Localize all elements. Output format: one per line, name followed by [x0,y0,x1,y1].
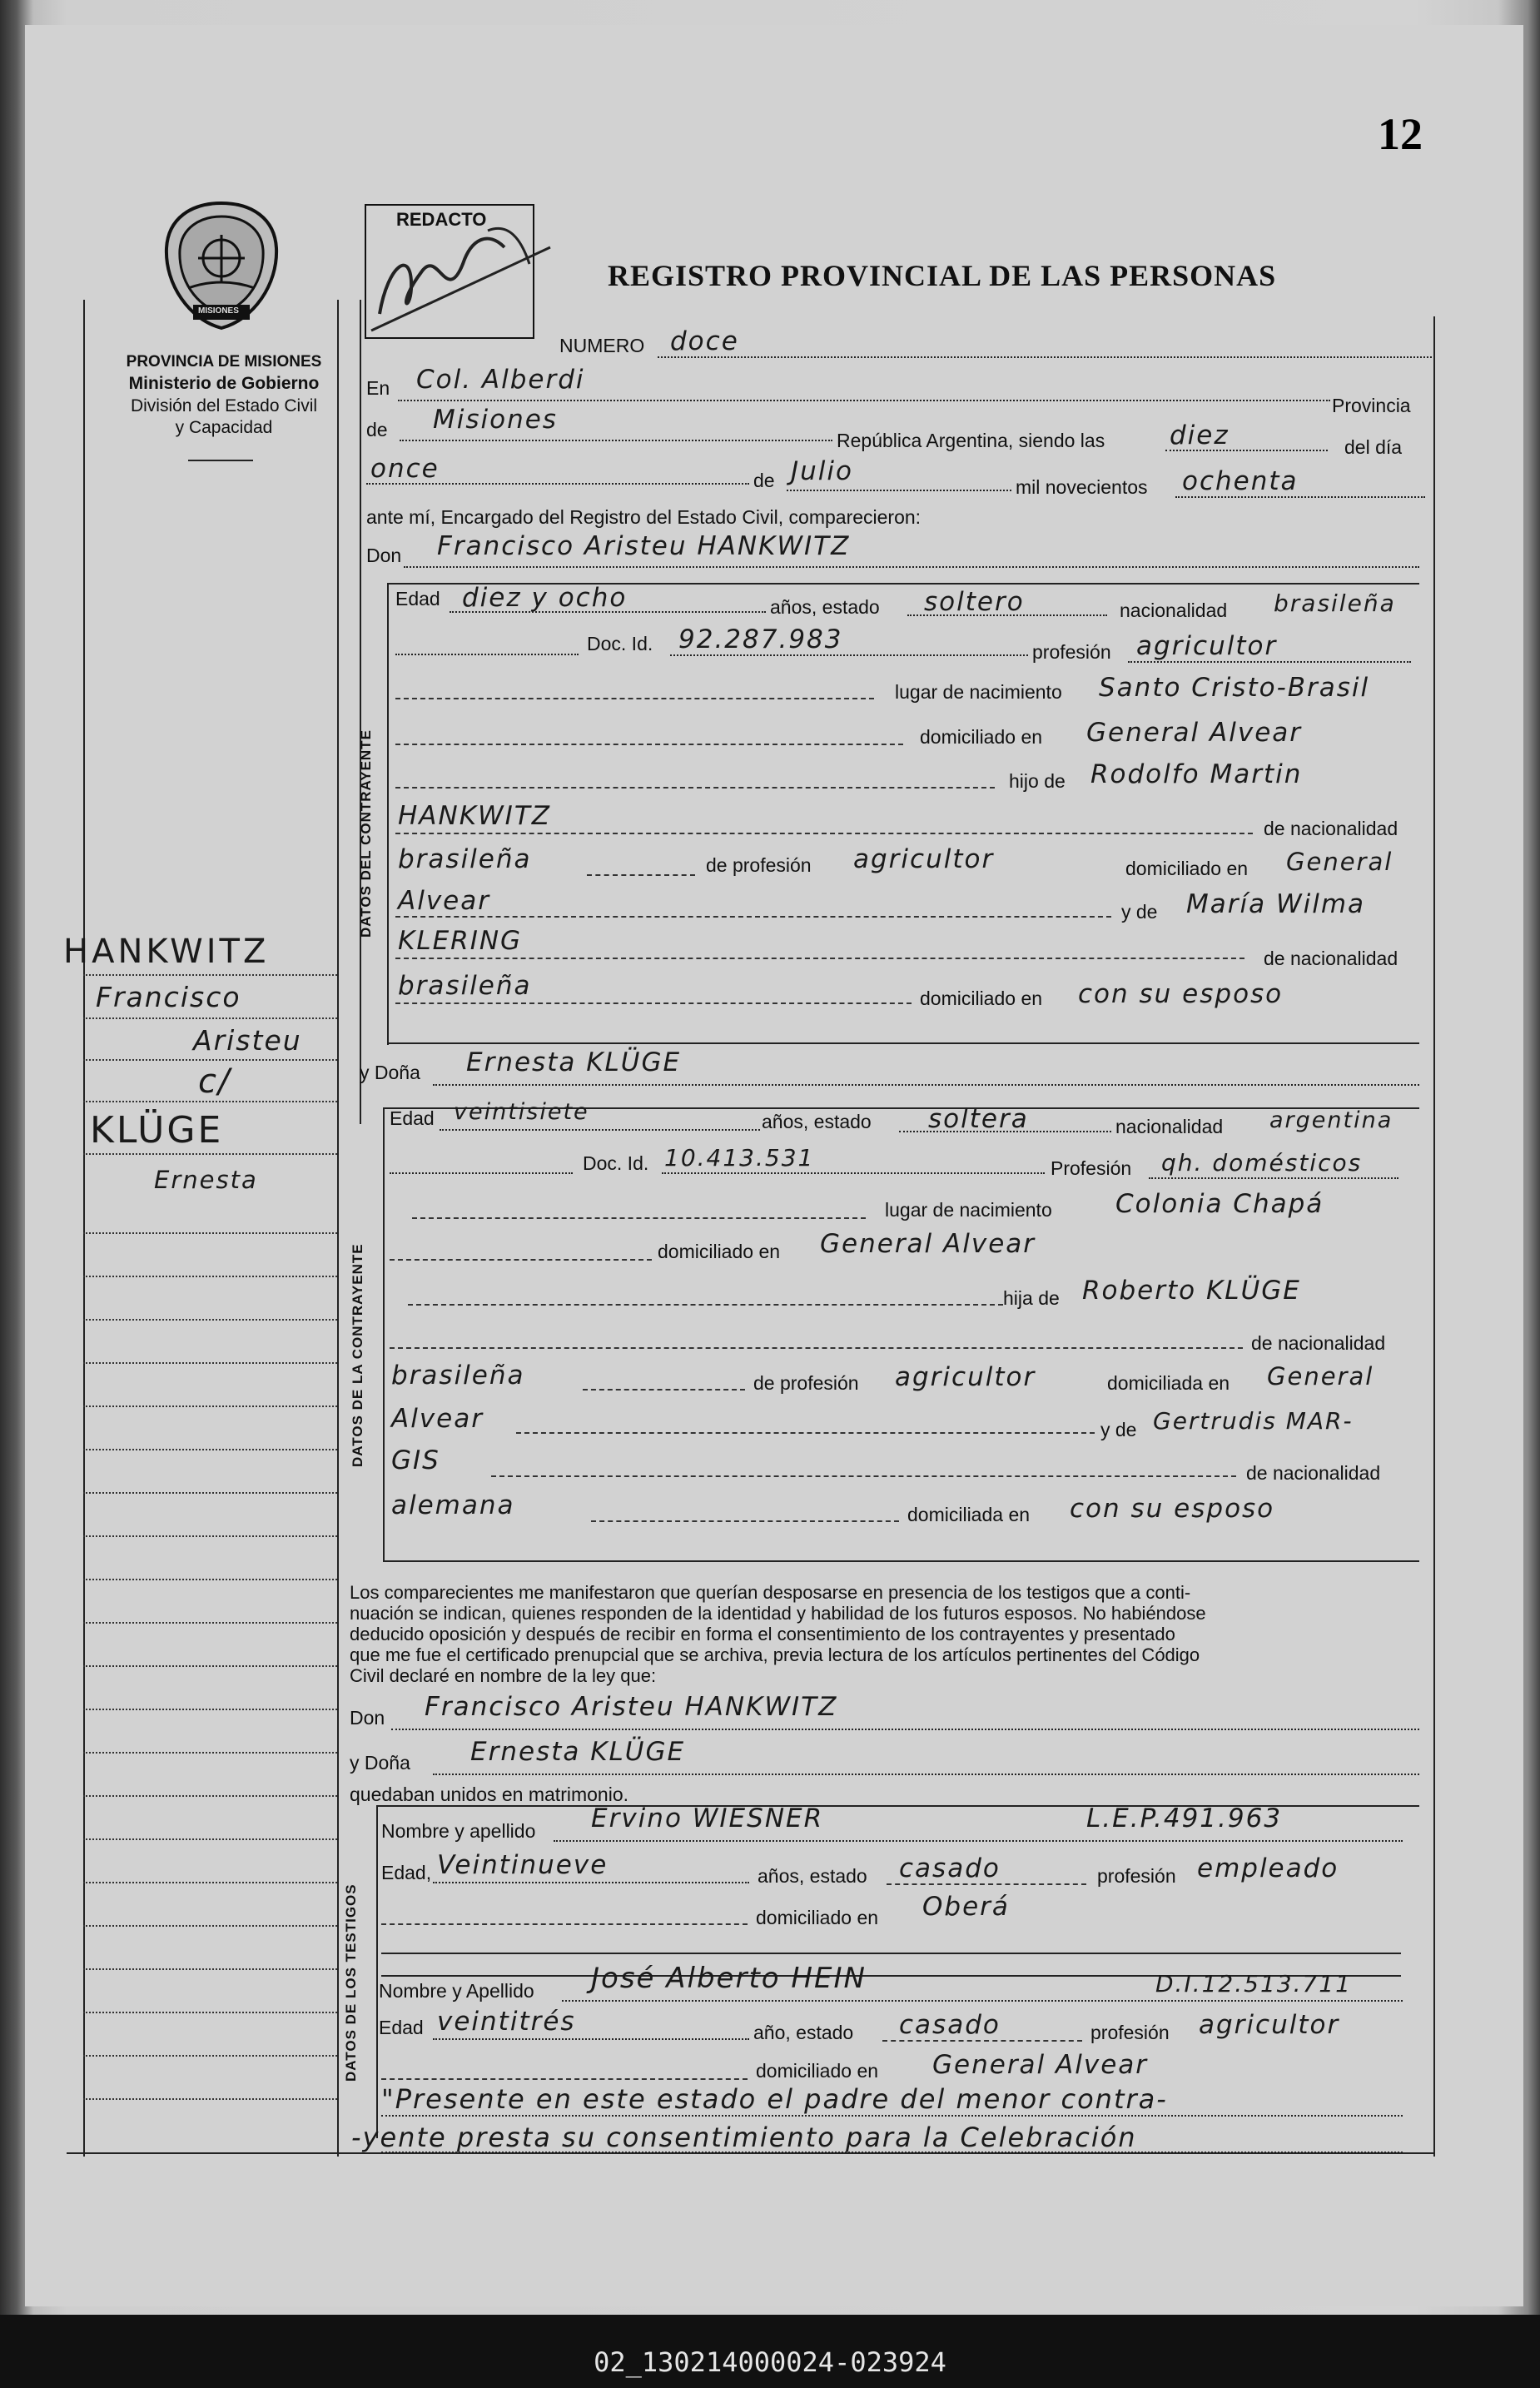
t1-dom-value: Oberá [922,1892,1010,1922]
ante-label: ante mí, Encargado del Registro del Estado Civil, comparecieron: [366,506,922,528]
contrayente-side-label: DATOS DEL CONTRAYENTE [358,729,374,938]
contrayenta-profesion-label: Profesión [1051,1157,1132,1179]
madre-1-value: María Wilma [1186,889,1366,919]
de-prof-label: de profesión [706,854,812,876]
de-label: de [366,419,388,440]
page-number: 12 [1378,109,1423,159]
en-label: En [366,377,390,399]
nota-line-1: "Presente en este estado el padre del menor contra- [381,2083,1168,2115]
t2-profesion-value: agricultor [1199,2010,1340,2040]
t2-anios-label: año, estado [753,2022,854,2043]
y-de-label: y de [1121,901,1158,923]
de-nac-label-2: de nacionalidad [1264,948,1398,969]
margin-rule [83,2055,337,2057]
declaracion-don-label: Don [350,1707,385,1729]
t1-dom-label: domiciliado en [756,1907,879,1928]
margin-rule [83,1362,337,1364]
contrayenta-lugar-nac-label: lugar de nacimiento [885,1199,1052,1221]
contrayenta-profesion-value: qh. domésticos [1161,1149,1363,1177]
edad-label: Edad [395,588,440,609]
margin-rule [83,1492,337,1494]
dona-label: y Doña [360,1062,420,1083]
contrayenta-madre-1-value: Gertrudis MAR- [1153,1407,1354,1435]
contrayenta-hija-label: hija de [1003,1287,1060,1309]
contrayenta-anios-label: años, estado [762,1111,872,1132]
t2-edad-value: veintitrés [437,2007,576,2037]
de-nac-label: de nacionalidad [1264,818,1398,839]
contrayenta-side-label: DATOS DE LA CONTRAYENTE [350,1243,365,1467]
contrayenta-madre-dom-value: con su esposo [1070,1494,1275,1524]
declaracion-don-value: Francisco Aristeu HANKWITZ [425,1692,838,1722]
margin-apellido-2: KLÜGE [90,1109,224,1152]
t1-anios-label: años, estado [758,1865,867,1887]
madre-2-value: KLERING [398,926,523,956]
contrayenta-estado-value: soltera [928,1104,1029,1134]
contrayenta-y-de-label: y de [1100,1419,1137,1440]
provincia-value: Misiones [433,405,558,435]
nacionalidad-value: brasileña [1274,590,1396,617]
padre-1-value: Rodolfo Martin [1090,759,1303,789]
contrayenta-padre-value: Roberto KLÜGE [1082,1276,1301,1306]
page-title: REGISTRO PROVINCIAL DE LAS PERSONAS [608,259,1277,292]
margin-rule [83,1795,337,1797]
numero-label: NUMERO [559,335,645,356]
provincia-label: Provincia [1332,395,1411,416]
seal-bottom-text: MISIONES [198,306,239,316]
t2-estado-value: casado [899,2010,1001,2040]
declaracion-line-4: que me fue el certificado prenupcial que se archiva, previa lectura de los artículos pertinentes del Código [350,1644,1200,1665]
del-dia-label: del día [1344,436,1403,458]
declaracion-line-3: deducido oposición y después de recibir en forma el consentimiento de los contrayentes y presentado [350,1624,1175,1644]
declaracion-dona-value: Ernesta KLÜGE [470,1737,686,1767]
anios-label: años, estado [770,596,880,618]
profesion-label: profesión [1032,641,1111,663]
lugar-value: Col. Alberdi [416,365,585,395]
dia-value: once [370,454,440,484]
contrayenta-edad-value: veintisiete [454,1099,589,1125]
t2-nombre-label: Nombre y Apellido [379,1980,534,2002]
contrayenta-padre-dom-label: domiciliada en [1107,1372,1230,1394]
contrayenta-nacionalidad-label: nacionalidad [1115,1116,1224,1137]
margin-rule [83,1752,337,1754]
margin-rule [83,1665,337,1667]
padre-2-value: HANKWITZ [398,801,552,831]
estado-value: soltero [924,587,1025,617]
don-label: Don [366,545,402,566]
padre-dom-1-value: General [1286,848,1393,876]
declaracion-line-2: nuación se indican, quienes responden de la identidad y habilidad de los futuros esposos. No habiéndose [350,1603,1206,1624]
margin-rule [83,1709,337,1710]
t2-dom-label: domiciliado en [756,2060,879,2082]
margin-rule [83,1405,337,1407]
doc-value: 92.287.983 [678,624,843,654]
margin-line [83,300,85,2157]
padre-dom-label: domiciliado en [1125,858,1249,879]
contrayenta-edad-label: Edad [390,1107,435,1129]
margin-conector: c/ [198,1062,231,1101]
margin-rule [83,2012,337,2013]
quedaban-label: quedaban unidos en matrimonio. [350,1784,629,1805]
t2-dom-value: General Alvear [932,2050,1149,2080]
anio-value: ochenta [1182,466,1299,496]
padre-nac-value: brasileña [398,844,532,874]
lugar-nac-label: lugar de nacimiento [895,681,1062,703]
hora-value: diez [1170,420,1230,450]
contrayenta-de-nac-label: de nacionalidad [1251,1332,1386,1354]
domicilio-value: General Alvear [1086,718,1303,748]
margin-nombre-1: Francisco [96,981,241,1013]
t1-nombre-label: Nombre y apellido [381,1820,536,1842]
contrayenta-nacionalidad-value: argentina [1269,1107,1393,1133]
margin-nombre-2: Ernesta [154,1166,258,1194]
column-line [360,300,361,1124]
t2-edad-label: Edad [379,2017,424,2038]
margin-rule [83,1579,337,1580]
contrayenta-doc-label: Doc. Id. [583,1152,649,1174]
testigos-side-label: DATOS DE LOS TESTIGOS [343,1883,359,2082]
t1-estado-value: casado [899,1853,1001,1883]
t2-nombre-value: José Alberto HEIN [591,1962,867,1995]
declaracion-line-5: Civil declaré en nombre de la ley que: [350,1665,657,1686]
contrayenta-doc-value: 10.413.531 [664,1144,815,1172]
contrayenta-madre-dom-label: domiciliada en [907,1504,1031,1525]
numero-value: doce [670,326,739,356]
margin-rule [83,1276,337,1277]
contrayenta-de-prof-label: de profesión [753,1372,859,1394]
scan-caption: 02_130214000024-023924 [594,2346,946,2378]
margin-rule [83,1925,337,1927]
margin-nombre-1b: Aristeu [193,1024,302,1057]
mil-label: mil novecientos [1016,476,1148,498]
madre-dom-label: domiciliado en [920,988,1043,1009]
margin-apellido-1: HANKWITZ [63,933,270,971]
mes-value: Julio [791,456,853,486]
stamp-label: REDACTO [396,209,487,230]
margin-rule [83,1535,337,1537]
contrayenta-domiciliado-label: domiciliado en [658,1241,781,1262]
t1-profesion-value: empleado [1197,1853,1339,1883]
t2-profesion-label: profesión [1090,2022,1170,2043]
redacto-stamp [365,204,534,339]
margin-rule [83,1232,337,1234]
t1-doc-value: L.E.P.491.963 [1086,1803,1283,1833]
republica-label: República Argentina, siendo las [837,430,1105,451]
contrayenta-lugar-nac-value: Colonia Chapá [1115,1189,1324,1219]
t2-doc-value: D.I.12.513.711 [1155,1970,1352,1997]
nota-line-2: -yente presta su consentimiento para la Celebración [351,2122,1137,2153]
contrayenta-domicilio-value: General Alvear [820,1229,1036,1259]
padre-dom-2-value: Alvear [398,886,490,916]
edad-value: diez y ocho [462,583,628,613]
contrayenta-padre-dom-2-value: Alvear [391,1404,484,1434]
header-divider [188,460,253,461]
province-label: PROVINCIA DE MISIONES [126,353,322,371]
contrayenta-padre-dom-1-value: General [1267,1362,1374,1391]
t1-edad-label: Edad, [381,1862,432,1883]
division-label-2: y Capacidad [175,418,273,437]
lugar-nac-value: Santo Cristo-Brasil [1099,673,1370,703]
declaracion-line-1: Los comparecientes me manifestaron que querían desposarse en presencia de los testigos que a conti- [350,1582,1191,1603]
contrayenta-padre-nac-value: brasileña [391,1361,525,1391]
margin-rule [83,1838,337,1840]
right-border [1433,316,1435,2157]
contrayenta-de-nac-label-2: de nacionalidad [1246,1462,1381,1484]
division-label-1: División del Estado Civil [130,396,318,415]
t1-edad-value: Veintinueve [437,1850,609,1880]
t1-profesion-label: profesión [1097,1865,1176,1887]
de2-label: de [753,470,775,491]
margin-rule [83,1882,337,1883]
padre-prof-value: agricultor [853,844,995,874]
madre-nac-value: brasileña [398,971,532,1001]
nacionalidad-label: nacionalidad [1120,599,1228,621]
margin-rule [83,1622,337,1624]
margin-rule [83,1449,337,1450]
madre-dom-value: con su esposo [1078,979,1284,1009]
contrayenta-padre-prof-value: agricultor [895,1362,1036,1392]
t1-nombre-value: Ervino WIESNER [591,1803,824,1833]
domiciliado-label: domiciliado en [920,726,1043,748]
contrayenta-madre-nac-value: alemana [391,1490,515,1520]
dona-value: Ernesta KLÜGE [466,1047,682,1077]
ministry-label: Ministerio de Gobierno [128,374,320,393]
margin-line-right [337,300,339,2157]
provincial-seal-icon [160,198,283,331]
doc-label: Doc. Id. [587,633,653,654]
hijo-label: hijo de [1009,770,1066,792]
contrayenta-madre-2-value: GIS [391,1445,440,1475]
margin-rule [83,2098,337,2100]
profesion-value: agricultor [1136,631,1278,661]
declaracion-dona-label: y Doña [350,1752,410,1774]
don-value: Francisco Aristeu HANKWITZ [437,531,851,561]
margin-rule [83,1968,337,1970]
margin-rule [83,1319,337,1321]
